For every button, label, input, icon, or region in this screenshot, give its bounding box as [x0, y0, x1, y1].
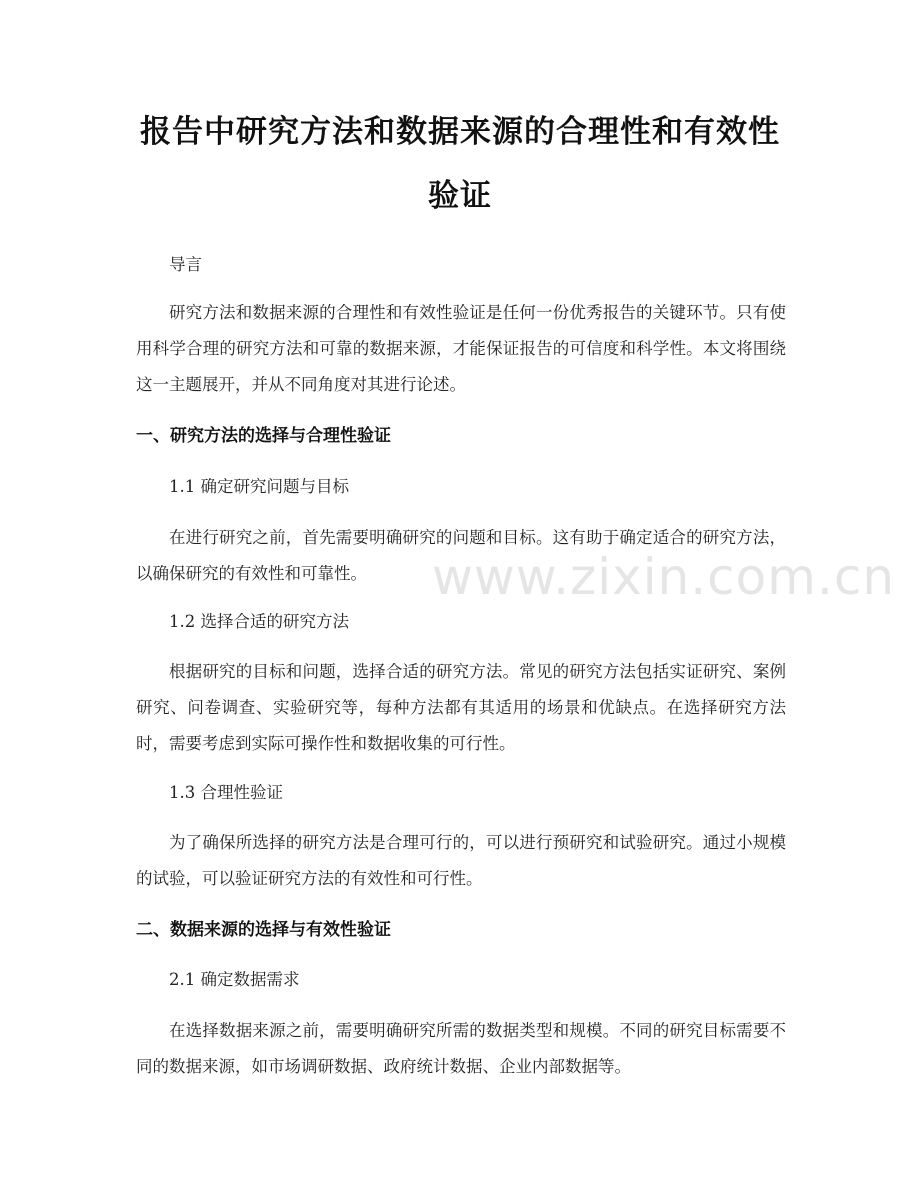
section1-heading: 一、研究方法的选择与合理性验证	[136, 426, 391, 446]
section1-3-title: 1.3 合理性验证	[169, 783, 283, 802]
section2-1-title: 2.1 确定数据需求	[169, 970, 300, 989]
section1-1-title: 1.1 确定研究问题与目标	[169, 477, 349, 496]
intro-paragraph: 研究方法和数据来源的合理性和有效性验证是任何一份优秀报告的关键环节。只有使用科学合理的研究方法和可靠的数据来源，才能保证报告的可信度和科学性。本文将围绕这一主题展开，并从不同角度对其进行论述。	[136, 303, 786, 394]
section1-3-text: 为了确保所选择的研究方法是合理可行的，可以进行预研究和试验研究。通过小规模的试验，可以验证研究方法的有效性和可行性。	[136, 833, 786, 888]
watermark: www.zixin.com.cn	[432, 548, 896, 606]
section1-2-title: 1.2 选择合适的研究方法	[169, 612, 349, 631]
document-title: 报告中研究方法和数据来源的合理性和有效性验证	[140, 114, 780, 214]
intro-heading: 导言	[169, 255, 202, 274]
section1-1-text: 在进行研究之前，首先需要明确研究的问题和目标。这有助于确定适合的研究方法，以确保研究的有效性和可靠性。	[136, 528, 786, 583]
section1-2-text: 根据研究的目标和问题，选择合适的研究方法。常见的研究方法包括实证研究、案例研究、问卷调查、实验研究等，每种方法都有其适用的场景和优缺点。在选择研究方法时，需要考虑到实际可操作性和数据收集的可行性。	[136, 662, 786, 753]
section2-heading: 二、数据来源的选择与有效性验证	[136, 920, 391, 940]
section2-1-text: 在选择数据来源之前，需要明确研究所需的数据类型和规模。不同的研究目标需要不同的数据来源，如市场调研数据、政府统计数据、企业内部数据等。	[136, 1021, 786, 1076]
